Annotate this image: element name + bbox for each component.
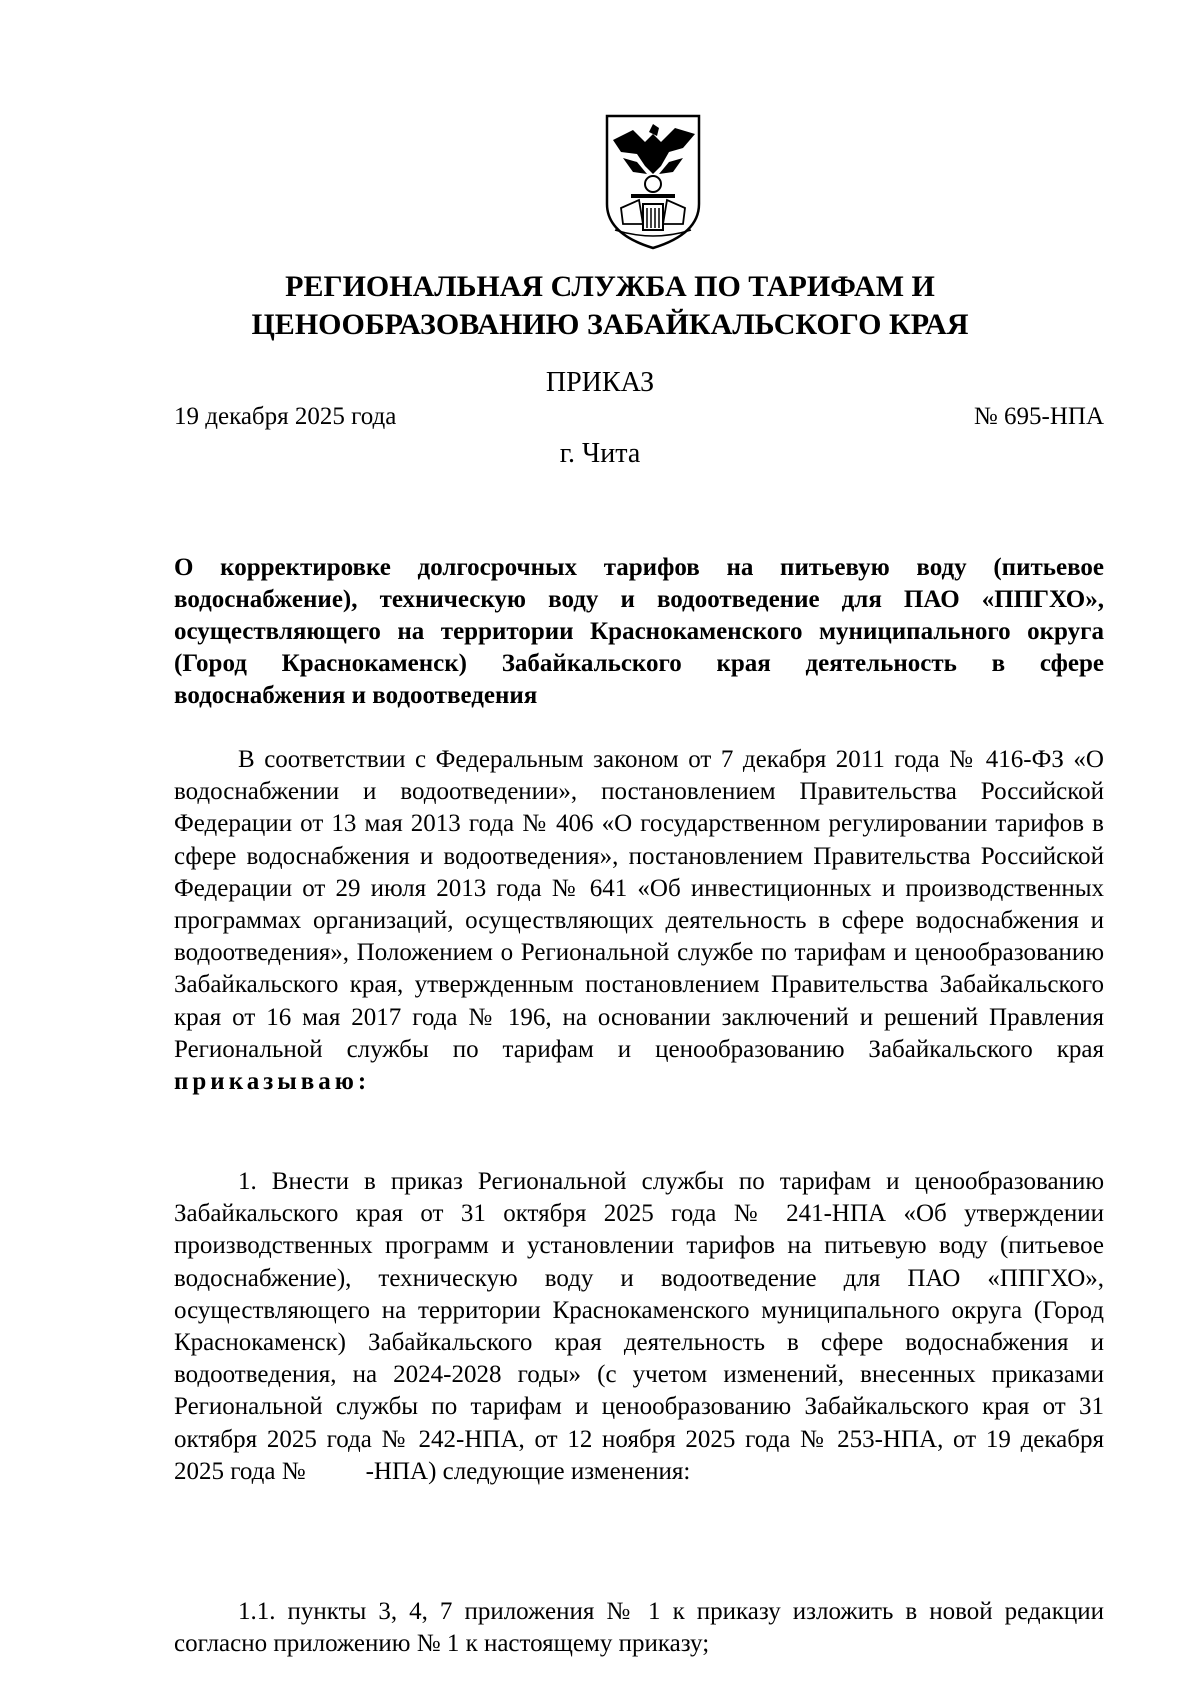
org-title-line-1: РЕГИОНАЛЬНАЯ СЛУЖБА ПО ТАРИФАМ И: [285, 270, 935, 303]
item-1-paragraph: [174, 1166, 1104, 1488]
preamble-paragraph: [174, 744, 1104, 1098]
item-1-text: 1. Внести в приказ Региональной службы по тарифам и ценообразованию Забайкальского края от 31 октября 2025 года № 241-НПА «Об утверждении производственных программ и установлении тарифов на питьевую воду (питьевое водоснабжение), техническую воду и водоотведение для ПАО «ППГХО», осуществляющего на территории Краснокаменского муниципального округа (Город Краснокаменск) Забайкальского края деятельность в сфере водоснабжения и водоотведения, на 2024-2028 годы» (с учетом изменений, внесенных приказами Региональной службы по тарифам и ценообразованию Забайкальского края от 31 октября 2025 года № 242-НПА, от 12 ноября 2025 года № 253-НПА, от 19 декабря 2025 года №: [174, 1168, 1104, 1485]
document-number: № 695-НПА: [973, 403, 1104, 430]
item-1-text-end: -НПА) следующие изменения:: [365, 1457, 691, 1485]
item-1-1-paragraph: [174, 1596, 1104, 1660]
item-1-1-text: 1.1. пункты 3, 4, 7 приложения № 1 к приказу изложить в новой редакции согласно приложению № 1 к настоящему приказу;: [174, 1598, 1104, 1658]
preamble-text: В соответствии с Федеральным законом от 7 декабря 2011 года № 416-ФЗ «О водоснабжении и водоотведении», постановлением Правительства Российской Федерации от 13 мая 2013 года № 406 «О государственном регулировании тарифов в сфере водоснабжения и водоотведения», постановлением Правительства Российской Федерации от 29 июля 2013 года № 641 «Об инвестиционных и производственных программах организаций, осуществляющих деятельность в сфере водоснабжения и водоотведения», Положением о Региональной службе по тарифам и ценообразованию Забайкальского края, утвержденным постановлением Правительства Забайкальского края от 16 мая 2017 года № 196, на основании заключений и решений Правления Региональной службы по тарифам и ценообразованию Забайкальского края: [174, 746, 1104, 1063]
org-title: [170, 268, 1050, 344]
org-title-line-2: ЦЕНООБРАЗОВАНИЮ ЗАБАЙКАЛЬСКОГО КРАЯ: [251, 308, 969, 341]
document-city: г. Чита: [559, 438, 641, 469]
document-subject: О корректировке долгосрочных тарифов на питьевую воду (питьевое водоснабжение), техническую воду и водоотведение для ПАО «ППГХО», осуществляющего на территории Краснокаменского муниципального округа (Город Краснокаменск) Забайкальского края деятельность в сфере водоснабжения и водоотведения: [174, 554, 1104, 709]
coat-of-arms-icon: [603, 112, 703, 252]
order-word: приказываю:: [174, 1068, 371, 1096]
document-type: ПРИКАЗ: [545, 367, 655, 398]
document-date: 19 декабря 2025 года: [174, 403, 397, 430]
